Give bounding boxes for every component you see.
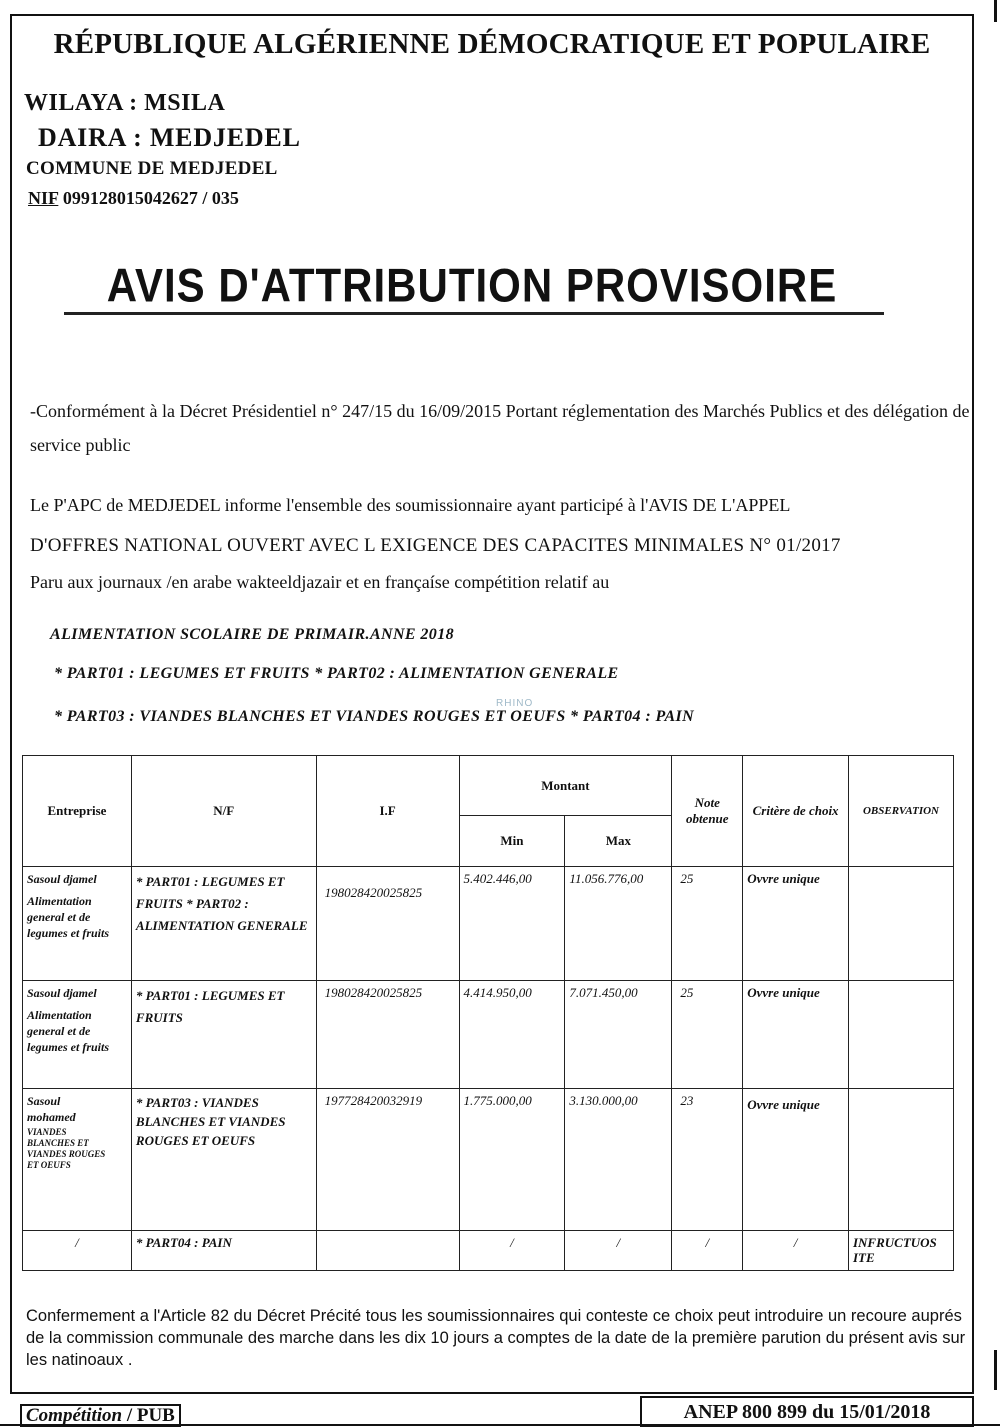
cell-note: 23 [672, 1089, 743, 1231]
edge-mark-bottom [994, 1350, 997, 1390]
subject-line: ALIMENTATION SCOLAIRE DE PRIMAIR.ANNE 2018 [50, 626, 455, 643]
cell-if: 198028420025825 [316, 867, 459, 981]
daira-line: DAIRA : MEDJEDEL [38, 123, 301, 152]
nif-line [28, 188, 239, 209]
notice-title: AVIS D'ATTRIBUTION PROVISOIRE [106, 259, 838, 312]
header-entreprise: Entreprise [23, 756, 132, 867]
cell-if: 197728420032919 [316, 1089, 459, 1231]
cell-max: / [565, 1231, 672, 1271]
cell-min: / [459, 1231, 565, 1271]
tag-separator: / [122, 1405, 137, 1426]
cell-min: 5.402.446,00 [459, 867, 565, 981]
cell-observation [848, 981, 953, 1089]
table-row [23, 867, 954, 981]
edge-mark-top [994, 0, 997, 22]
header-observation: OBSERVATION [848, 756, 953, 867]
anep-reference: ANEP 800 899 du 15/01/2018 [640, 1396, 974, 1427]
company-activity: Alimentation general et de legumes et fruits [27, 1008, 110, 1054]
apc-paragraph-line2: D'OFFRES NATIONAL OUVERT AVEC L EXIGENCE DES CAPACITES MINIMALES N° 01/2017 [30, 535, 841, 556]
company-name: Sasoul mohamed [27, 1094, 76, 1124]
cell-critere: Ovvre unique [743, 981, 849, 1089]
appeal-paragraph: Confermement a l'Article 82 du Décret Précité tous les soumissionnaires qui conteste ce choix peut introduire un recoure auprés de la commission communale des marche dans les dix 10 jours a comptes de la date de la première parution du présent avis sur les natinoaux . [26, 1307, 966, 1369]
cell-critere: Ovvre unique [743, 867, 849, 981]
company-activity: VIANDES BLANCHES ET VIANDES ROUGES ET OEUFS [27, 1127, 106, 1170]
apc-paragraph-line1: Le P'APC de MEDJEDEL informe l'ensemble des soumissionnaire ayant participé à l'AVIS DE L'APPEL [30, 495, 791, 515]
table-row [23, 1231, 954, 1271]
cell-note: 25 [672, 981, 743, 1089]
company-name: / [75, 1235, 79, 1250]
decree-paragraph: -Conformément à la Décret Présidentiel n° 247/15 du 16/09/2015 Portant réglementation des Marchés Publics et des délégation de service public [30, 401, 970, 455]
table-row [23, 1089, 954, 1231]
nif-label: NIF [28, 188, 59, 208]
cell-observation [848, 1089, 953, 1231]
cell-if [316, 1231, 459, 1271]
cell-if: 198028420025825 [316, 981, 459, 1089]
table-row [23, 981, 954, 1089]
header-critere: Critère de choix [743, 756, 849, 867]
cell-min: 4.414.950,00 [459, 981, 565, 1089]
watermark-text: RHINO [496, 698, 534, 709]
cell-note: 25 [672, 867, 743, 981]
nif-value: 099128015042627 / 035 [58, 188, 239, 208]
cell-observation [848, 867, 953, 981]
cell-max: 3.130.000,00 [565, 1089, 672, 1231]
lots-line-1: * PART01 : LEGUMES ET FRUITS * PART02 : ALIMENTATION GENERALE [54, 665, 619, 682]
company-name: Sasoul djamel [27, 986, 97, 1000]
cell-max: 7.071.450,00 [565, 981, 672, 1089]
cell-nf: * PART01 : LEGUMES ET FRUITS [131, 981, 316, 1089]
header-min: Min [459, 816, 565, 867]
commune-line: COMMUNE DE MEDJEDEL [26, 158, 278, 179]
header-nf: N/F [131, 756, 316, 867]
cell-observation: INFRUCTUOS ITE [848, 1231, 953, 1271]
cell-nf: * PART03 : VIANDES BLANCHES ET VIANDES ROUGES ET OEUFS [131, 1089, 316, 1231]
cell-entreprise [23, 1231, 132, 1271]
cell-nf: * PART01 : LEGUMES ET FRUITS * PART02 : ALIMENTATION GENERALE [131, 867, 316, 981]
header-max: Max [565, 816, 672, 867]
country-heading: RÉPUBLIQUE ALGÉRIENNE DÉMOCRATIQUE ET POPULAIRE [53, 28, 931, 60]
cell-critere: / [743, 1231, 849, 1271]
company-activity: Alimentation general et de legumes et fruits [27, 894, 110, 940]
header-montant: Montant [459, 756, 672, 816]
cell-min: 1.775.000,00 [459, 1089, 565, 1231]
header-if: I.F [316, 756, 459, 867]
header-note: Note obtenue [672, 756, 743, 867]
cell-entreprise [23, 867, 132, 981]
title-underline [64, 312, 884, 315]
wilaya-line: WILAYA : MSILA [24, 90, 226, 116]
award-table [22, 755, 954, 1271]
cell-note: / [672, 1231, 743, 1271]
cell-critere: Ovvre unique [743, 1089, 849, 1231]
apc-paragraph-line3: Paru aux journaux /en arabe wakteeldjazair et en françaíse compétition relatif au [30, 572, 610, 592]
tag-competition: Compétition [26, 1405, 123, 1426]
company-name: Sasoul djamel [27, 872, 97, 886]
bottom-rule [0, 1424, 1000, 1426]
cell-max: 11.056.776,00 [565, 867, 672, 981]
tag-pub: PUB [136, 1405, 175, 1426]
cell-entreprise [23, 1089, 132, 1231]
lots-line-2: * PART03 : VIANDES BLANCHES ET VIANDES ROUGES ET OEUFS * PART04 : PAIN [54, 708, 695, 725]
cell-nf: * PART04 : PAIN [131, 1231, 316, 1271]
cell-entreprise [23, 981, 132, 1089]
